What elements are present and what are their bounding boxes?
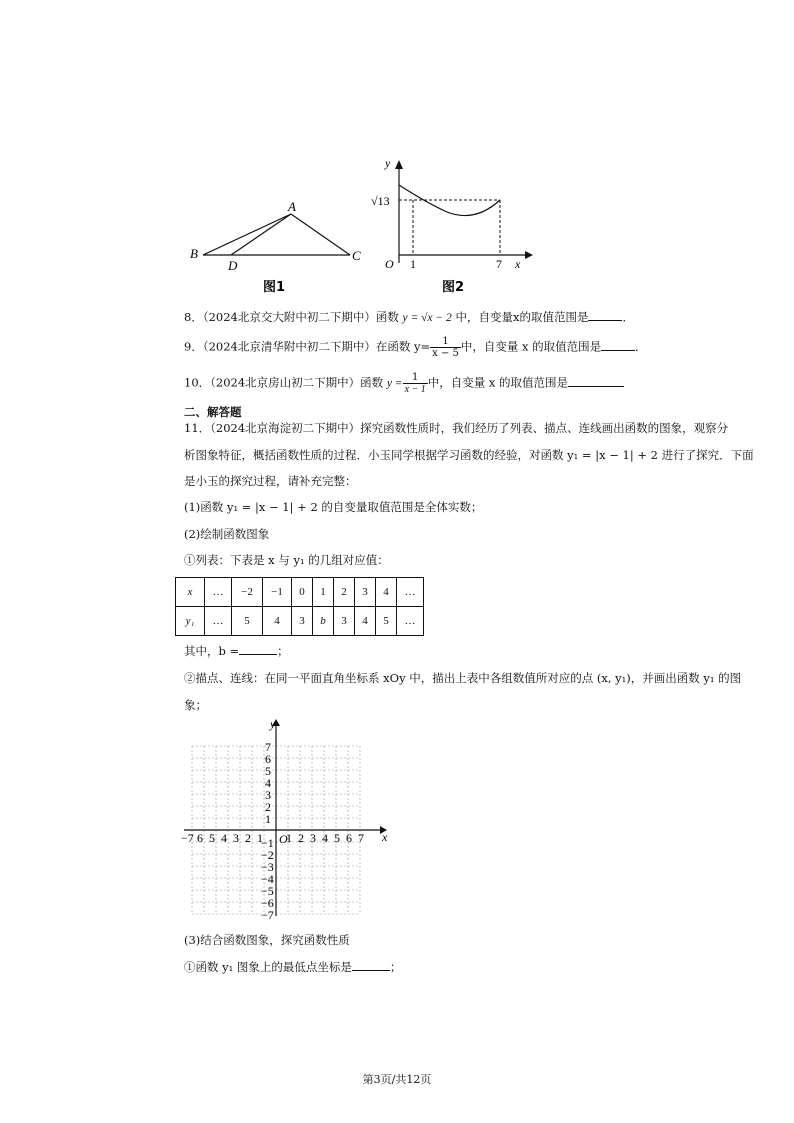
table-cell: … xyxy=(397,607,424,636)
q11-part2-2a: ②描点、连线：在同一平面直角坐标系 xOy 中，描出上表中各组数值所对应的点 (x, y₁)，并画出函数 y₁ 的图 xyxy=(184,671,742,685)
q8-blank[interactable] xyxy=(588,320,622,321)
q9-source: 9．（2024北京清华附中初二下期中）在函数 y= xyxy=(184,339,431,354)
q11-lowest-point-blank[interactable] xyxy=(352,970,390,971)
figure-2-caption: 图2 xyxy=(442,280,465,295)
label-b: B xyxy=(190,246,198,261)
table-cell: 1 xyxy=(313,578,334,607)
table-cell: … xyxy=(397,578,424,607)
coordinate-grid xyxy=(180,718,390,923)
q9-rest: 中，自变量 x 的取值范围是 xyxy=(460,339,602,354)
grid-y-label: y xyxy=(270,718,276,731)
grid-x-tick: 2 xyxy=(245,831,251,845)
q11-part1: (1)函数 y₁ = |x − 1| + 2 的自变量取值范围是全体实数； xyxy=(184,500,483,514)
page-footer: 第3页/共12页 xyxy=(362,1073,432,1086)
q10-lhs: y = xyxy=(386,377,403,390)
grid-y-tick: 3 xyxy=(265,788,271,802)
grid-x-tick: 7 xyxy=(358,831,364,845)
table-cell: … xyxy=(205,578,232,607)
grid-y-tick: 7 xyxy=(265,740,271,754)
y-axis-label: y xyxy=(385,156,391,170)
grid-x-label: x xyxy=(382,830,388,844)
q11-line1: 11．（2024北京海淀初二下期中）探究函数性质时，我们经历了列表、描点、连线画出函数的图象，观察分 xyxy=(184,421,729,435)
table-cell: x xyxy=(176,578,205,607)
grid-y-tick: 5 xyxy=(265,764,271,778)
grid-x-tick: 6 xyxy=(346,831,352,845)
table-cell: y₁ xyxy=(176,607,205,636)
table-cell-b: b xyxy=(313,607,334,636)
q10-den: x − 1 xyxy=(404,384,426,395)
table-cell: 5 xyxy=(376,607,397,636)
figure-1-caption: 图1 xyxy=(263,280,286,295)
grid-x-tick: 6 xyxy=(197,831,203,845)
x-axis-label: x xyxy=(515,257,521,271)
q11-line3: 是小玉的探究过程，请补充完整： xyxy=(184,474,357,488)
y-axis-arrow xyxy=(395,160,403,169)
q10-rest: 中，自变量 x 的取值范围是 xyxy=(427,375,569,390)
q11-part3-1-text: ①函数 y₁ 图象上的最低点坐标是 xyxy=(184,960,352,974)
table-cell: … xyxy=(205,607,232,636)
q11-part2-2b: 象； xyxy=(184,698,207,712)
values-table xyxy=(175,577,424,636)
x-axis-arrow xyxy=(525,251,533,259)
grid-x-tick: 3 xyxy=(233,831,239,845)
question-8: 8．（2024北京交大附中初二下期中）函数 y = √x − 2 中，自变量x的取值范围是 ． xyxy=(184,310,634,324)
grid-y-tick: 2 xyxy=(265,800,271,814)
q8-source: 8．（2024北京交大附中初二下期中）函数 xyxy=(184,310,399,324)
segment-ad xyxy=(231,214,291,255)
grid-y-tick: −5 xyxy=(261,884,274,898)
table-cell: 4 xyxy=(376,578,397,607)
grid-y-tick: −6 xyxy=(261,896,274,910)
segment-ac xyxy=(291,214,350,255)
table-cell: −1 xyxy=(263,578,292,607)
q11-b-line: 其中，b = ； xyxy=(184,644,289,658)
q9-fraction xyxy=(430,336,461,359)
grid-x-tick: 1 xyxy=(257,831,263,845)
grid-origin-label: O xyxy=(279,832,288,846)
figure-2-graph xyxy=(365,155,535,295)
section-heading: 二、解答题 xyxy=(184,405,242,419)
grid-x-tick: 2 xyxy=(298,831,304,845)
grid-y-tick: −3 xyxy=(261,860,274,874)
x-tick-1: 1 xyxy=(410,257,416,271)
grid-x-tick: 5 xyxy=(209,831,215,845)
q10-blank[interactable] xyxy=(568,386,624,387)
q8-rest: 中，自变量x的取值范围是 xyxy=(455,310,589,324)
q11-part3: (3)结合函数图象，探究函数性质 xyxy=(184,933,350,947)
table-row-y xyxy=(176,607,424,636)
q9-blank[interactable] xyxy=(601,350,635,351)
q11-part2-1: ①列表：下表是 x 与 y₁ 的几组对应值： xyxy=(184,553,389,567)
sqrt13-label: √13 xyxy=(371,194,390,208)
q10-num: 1 xyxy=(411,372,419,383)
q9-num: 1 xyxy=(442,336,449,347)
table-cell: 3 xyxy=(334,607,355,636)
grid-y-tick: 4 xyxy=(265,776,271,790)
label-c: C xyxy=(352,248,361,263)
table-cell: 4 xyxy=(263,607,292,636)
question-9: 9．（2024北京清华附中初二下期中）在函数 y= $\frac{1}{x - 5}$ 中，自变量 x 的取值范围是 ． xyxy=(184,336,647,359)
q8-formula: y = √x − 2 xyxy=(402,312,452,324)
grid-y-tick: 6 xyxy=(265,752,271,766)
x-tick-7: 7 xyxy=(496,257,502,271)
grid-x-tick: 5 xyxy=(334,831,340,845)
origin-label: O xyxy=(385,257,394,271)
table-cell: 3 xyxy=(292,607,313,636)
grid-x-tick: −7 xyxy=(181,831,194,845)
q10-source: 10．（2024北京房山初二下期中）函数 xyxy=(184,375,384,390)
grid-x-tick: 4 xyxy=(322,831,328,845)
table-row-x xyxy=(176,578,424,607)
label-d: D xyxy=(228,258,238,273)
q11-part2: (2)绘制函数图象 xyxy=(184,527,270,541)
q11-line2: 析图象特征，概括函数性质的过程．小玉同学根据学习函数的经验，对函数 y₁ = |x − 1| + 2 进行了探究．下面 xyxy=(184,448,754,462)
q11-b-blank[interactable] xyxy=(239,654,277,655)
table-cell: 0 xyxy=(292,578,313,607)
q11-part3-1: ①函数 y₁ 图象上的最低点坐标是 ； xyxy=(184,960,402,974)
grid-x-tick: 1 xyxy=(286,831,292,845)
q9-den: x − 5 xyxy=(432,348,459,359)
table-cell: 5 xyxy=(232,607,263,636)
table-cell: −2 xyxy=(232,578,263,607)
question-10 xyxy=(184,372,624,395)
grid-x-tick: 3 xyxy=(310,831,316,845)
table-cell: 4 xyxy=(355,607,376,636)
table-cell: 2 xyxy=(334,578,355,607)
grid-y-tick: −4 xyxy=(261,872,274,886)
grid-y-tick: −1 xyxy=(261,836,274,850)
grid-y-tick: −7 xyxy=(261,908,274,922)
table-cell: 3 xyxy=(355,578,376,607)
figure-1-triangle xyxy=(185,195,370,295)
grid-x-tick: 4 xyxy=(221,831,227,845)
grid-y-tick: 1 xyxy=(265,812,271,826)
segment-ba xyxy=(203,214,291,255)
grid-y-tick: −2 xyxy=(261,848,274,862)
q10-fraction xyxy=(403,372,428,395)
q11-b-label: 其中，b = xyxy=(184,644,240,658)
label-a: A xyxy=(288,199,296,214)
